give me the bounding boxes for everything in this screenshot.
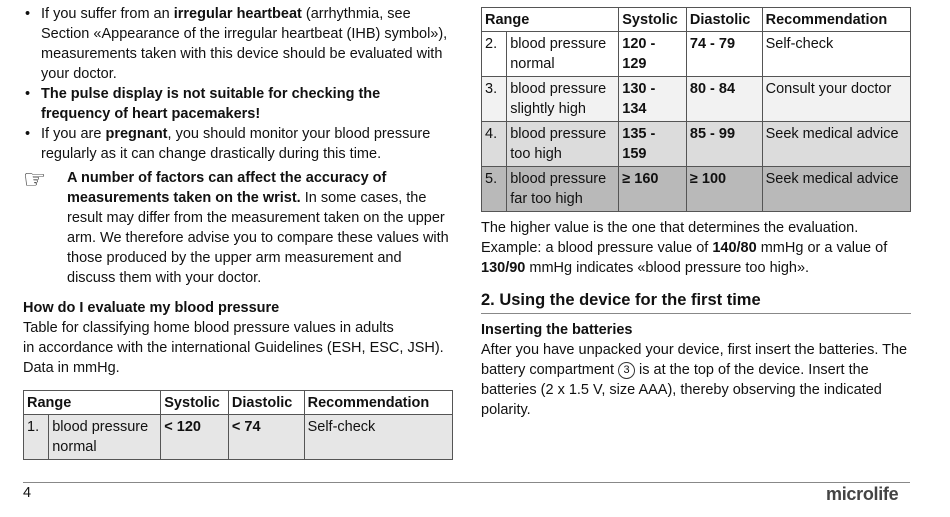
classification-table-part-1 — [23, 390, 453, 460]
range-cell: blood pressure normal — [507, 32, 619, 77]
systolic-cell: < 120 — [161, 415, 229, 460]
recommendation-header: Recommendation — [762, 8, 910, 32]
diastolic-header: Diastolic — [686, 8, 762, 32]
table-row — [482, 122, 911, 167]
left-column — [23, 0, 453, 460]
range-cell: blood pressure normal — [49, 415, 161, 460]
footer-divider — [23, 482, 910, 483]
systolic-header: Systolic — [619, 8, 687, 32]
table-header-row — [24, 391, 453, 415]
component-reference-badge: 3 — [618, 362, 635, 379]
row-number: 3. — [482, 77, 507, 122]
batteries-heading: Inserting the batteries — [481, 322, 633, 338]
systolic-header: Systolic — [161, 391, 229, 415]
pointing-hand-icon: ☞ — [23, 164, 47, 194]
systolic-cell: 135 - 159 — [619, 122, 687, 167]
page-number: 4 — [23, 485, 32, 501]
evaluate-line: Data in mmHg. — [23, 360, 120, 376]
table-header-row — [482, 8, 911, 32]
row-number: 1. — [24, 415, 49, 460]
row-number: 5. — [482, 167, 507, 212]
systolic-cell: 130 - 134 — [619, 77, 687, 122]
range-cell: blood pressure slightly high — [507, 77, 619, 122]
precaution-list — [23, 4, 453, 164]
systolic-cell: 120 - 129 — [619, 32, 687, 77]
recommendation-header: Recommendation — [304, 391, 452, 415]
range-cell: blood pressure too high — [507, 122, 619, 167]
list-item: • If you suffer from an irregular heartbeat (arrhythmia, see Section «Appearance of the irregular heartbeat (IHB) symbol»), measurements taken with this device should be evaluated with your doctor. — [25, 6, 448, 82]
table-row — [24, 415, 453, 460]
evaluate-heading: How do I evaluate my blood pressure — [23, 300, 280, 316]
recommendation-cell: Consult your doctor — [762, 77, 910, 122]
recommendation-cell: Self-check — [762, 32, 910, 77]
evaluate-line: in accordance with the international Guidelines (ESH, ESC, JSH). — [23, 340, 444, 356]
diastolic-cell: ≥ 100 — [686, 167, 762, 212]
section-title: 2. Using the device for the first time — [481, 290, 911, 314]
table-row — [482, 77, 911, 122]
systolic-cell: ≥ 160 — [619, 167, 687, 212]
recommendation-cell: Seek medical advice — [762, 167, 910, 212]
higher-value-paragraph: The higher value is the one that determines the evaluation. Example: a blood pressure value of 140/80 mmHg or a value of 130/90 mmHg indicates «blood pressure too high». — [481, 220, 888, 276]
microlife-logo: microlife — [826, 484, 899, 504]
table-row — [482, 167, 911, 212]
list-item: • The pulse display is not suitable for checking the frequency of heart pacemakers! — [25, 86, 381, 122]
diastolic-cell: 85 - 99 — [686, 122, 762, 167]
diastolic-cell: 74 - 79 — [686, 32, 762, 77]
batteries-paragraph: After you have unpacked your device, first insert the batteries. The battery compartment 3 is at the top of the device. Insert the batteries (2 x 1.5 V, size AAA), thereby observing the indicated polarity. — [481, 342, 908, 418]
wrist-accuracy-note: ☞ A number of factors can affect the accuracy of measurements taken on the wrist. In some cases, the result may differ from the measurement taken on the upper arm. We therefore advise you to compare these values with those produced by the upper arm measurement and discuss them with your doctor. — [23, 164, 449, 286]
diastolic-cell: 80 - 84 — [686, 77, 762, 122]
classification-table-part-2 — [481, 7, 911, 212]
row-number: 2. — [482, 32, 507, 77]
range-header: Range — [24, 391, 161, 415]
diastolic-header: Diastolic — [228, 391, 304, 415]
range-cell: blood pressure far too high — [507, 167, 619, 212]
evaluate-line: Table for classifying home blood pressure values in adults — [23, 320, 394, 336]
recommendation-cell: Self-check — [304, 415, 452, 460]
diastolic-cell: < 74 — [228, 415, 304, 460]
recommendation-cell: Seek medical advice — [762, 122, 910, 167]
row-number: 4. — [482, 122, 507, 167]
list-item: • If you are pregnant, you should monitor your blood pressure regularly as it can change drastically during this time. — [25, 126, 431, 162]
range-header: Range — [482, 8, 619, 32]
table-row — [482, 32, 911, 77]
right-column — [481, 0, 911, 420]
